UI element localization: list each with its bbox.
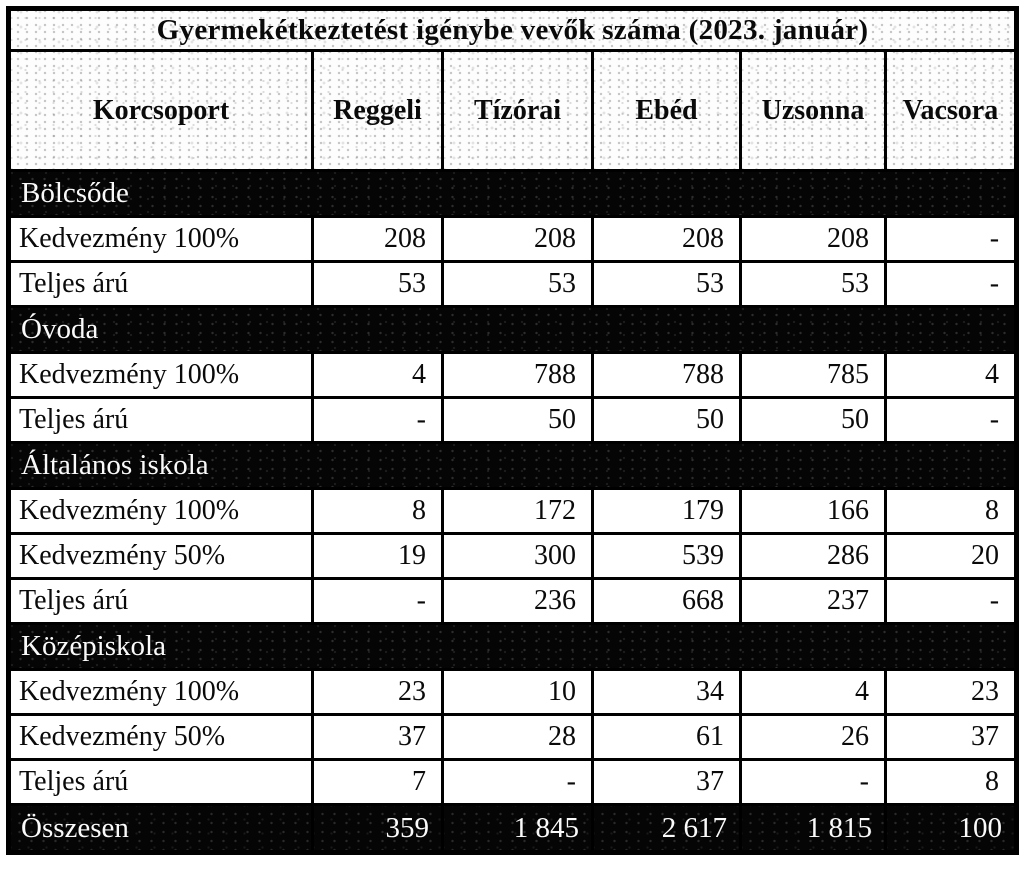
cell-korcsoport: Teljes árú: [9, 398, 313, 443]
column-header-uzsonna: Uzsonna: [741, 51, 886, 171]
section-row-ovoda: [9, 307, 1017, 353]
section-row-altalanos-iskola: [9, 443, 1017, 489]
total-label: Összesen: [9, 805, 313, 853]
cell-uzsonna: -: [741, 760, 886, 805]
cell-reggeli: 8: [313, 489, 443, 534]
cell-vacsora: -: [886, 262, 1017, 307]
total-vacsora: 100: [886, 805, 1017, 853]
cell-uzsonna: 208: [741, 217, 886, 262]
cell-ebed: 208: [593, 217, 741, 262]
cell-tizorai: 300: [443, 534, 593, 579]
column-header-reggeli: Reggeli: [313, 51, 443, 171]
cell-korcsoport: Teljes árú: [9, 579, 313, 624]
section-row-kozepiskola: [9, 624, 1017, 670]
cell-vacsora: -: [886, 579, 1017, 624]
cell-reggeli: -: [313, 579, 443, 624]
cell-tizorai: -: [443, 760, 593, 805]
cell-uzsonna: 166: [741, 489, 886, 534]
cell-uzsonna: 4: [741, 670, 886, 715]
cell-korcsoport: Kedvezmény 100%: [9, 353, 313, 398]
cell-reggeli: 7: [313, 760, 443, 805]
row-altalanos-teljes-aru: [9, 579, 1017, 624]
row-altalanos-kedvezmeny-50: [9, 534, 1017, 579]
cell-vacsora: 20: [886, 534, 1017, 579]
total-ebed: 2 617: [593, 805, 741, 853]
cell-vacsora: 23: [886, 670, 1017, 715]
cell-tizorai: 50: [443, 398, 593, 443]
cell-ebed: 53: [593, 262, 741, 307]
meal-table: [6, 6, 1019, 855]
cell-vacsora: 8: [886, 489, 1017, 534]
row-bolcsode-teljes-aru: [9, 262, 1017, 307]
cell-tizorai: 53: [443, 262, 593, 307]
cell-tizorai: 10: [443, 670, 593, 715]
cell-ebed: 668: [593, 579, 741, 624]
cell-korcsoport: Kedvezmény 100%: [9, 489, 313, 534]
section-header-bolcsode: Bölcsőde: [9, 171, 1017, 217]
cell-vacsora: 37: [886, 715, 1017, 760]
row-ovoda-kedvezmeny-100: [9, 353, 1017, 398]
cell-korcsoport: Kedvezmény 100%: [9, 217, 313, 262]
column-header-tizorai: Tízórai: [443, 51, 593, 171]
row-kozepiskola-kedvezmeny-100: [9, 670, 1017, 715]
section-row-bolcsode: [9, 171, 1017, 217]
cell-tizorai: 28: [443, 715, 593, 760]
row-kozepiskola-teljes-aru: [9, 760, 1017, 805]
row-ovoda-teljes-aru: [9, 398, 1017, 443]
column-header-vacsora: Vacsora: [886, 51, 1017, 171]
cell-reggeli: -: [313, 398, 443, 443]
cell-reggeli: 4: [313, 353, 443, 398]
cell-vacsora: 4: [886, 353, 1017, 398]
cell-reggeli: 208: [313, 217, 443, 262]
cell-ebed: 37: [593, 760, 741, 805]
cell-ebed: 539: [593, 534, 741, 579]
cell-korcsoport: Kedvezmény 50%: [9, 715, 313, 760]
table-title: Gyermekétkeztetést igénybe vevők száma (2023. január): [9, 9, 1017, 51]
column-header-ebed: Ebéd: [593, 51, 741, 171]
column-header-korcsoport: Korcsoport: [9, 51, 313, 171]
section-header-kozepiskola: Középiskola: [9, 624, 1017, 670]
cell-uzsonna: 237: [741, 579, 886, 624]
cell-korcsoport: Kedvezmény 50%: [9, 534, 313, 579]
section-header-altalanos-iskola: Általános iskola: [9, 443, 1017, 489]
cell-uzsonna: 286: [741, 534, 886, 579]
cell-vacsora: -: [886, 217, 1017, 262]
section-header-ovoda: Óvoda: [9, 307, 1017, 353]
cell-uzsonna: 50: [741, 398, 886, 443]
cell-tizorai: 208: [443, 217, 593, 262]
cell-tizorai: 172: [443, 489, 593, 534]
row-bolcsode-kedvezmeny-100: [9, 217, 1017, 262]
cell-uzsonna: 53: [741, 262, 886, 307]
cell-reggeli: 19: [313, 534, 443, 579]
title-row: [9, 9, 1017, 51]
cell-tizorai: 236: [443, 579, 593, 624]
total-row: [9, 805, 1017, 853]
cell-korcsoport: Teljes árú: [9, 760, 313, 805]
cell-uzsonna: 26: [741, 715, 886, 760]
cell-tizorai: 788: [443, 353, 593, 398]
cell-vacsora: -: [886, 398, 1017, 443]
cell-reggeli: 53: [313, 262, 443, 307]
cell-korcsoport: Teljes árú: [9, 262, 313, 307]
total-reggeli: 359: [313, 805, 443, 853]
cell-korcsoport: Kedvezmény 100%: [9, 670, 313, 715]
cell-ebed: 788: [593, 353, 741, 398]
cell-reggeli: 23: [313, 670, 443, 715]
row-altalanos-kedvezmeny-100: [9, 489, 1017, 534]
total-tizorai: 1 845: [443, 805, 593, 853]
cell-vacsora: 8: [886, 760, 1017, 805]
total-uzsonna: 1 815: [741, 805, 886, 853]
header-row: [9, 51, 1017, 171]
row-kozepiskola-kedvezmeny-50: [9, 715, 1017, 760]
cell-ebed: 179: [593, 489, 741, 534]
cell-reggeli: 37: [313, 715, 443, 760]
cell-uzsonna: 785: [741, 353, 886, 398]
cell-ebed: 34: [593, 670, 741, 715]
cell-ebed: 61: [593, 715, 741, 760]
cell-ebed: 50: [593, 398, 741, 443]
